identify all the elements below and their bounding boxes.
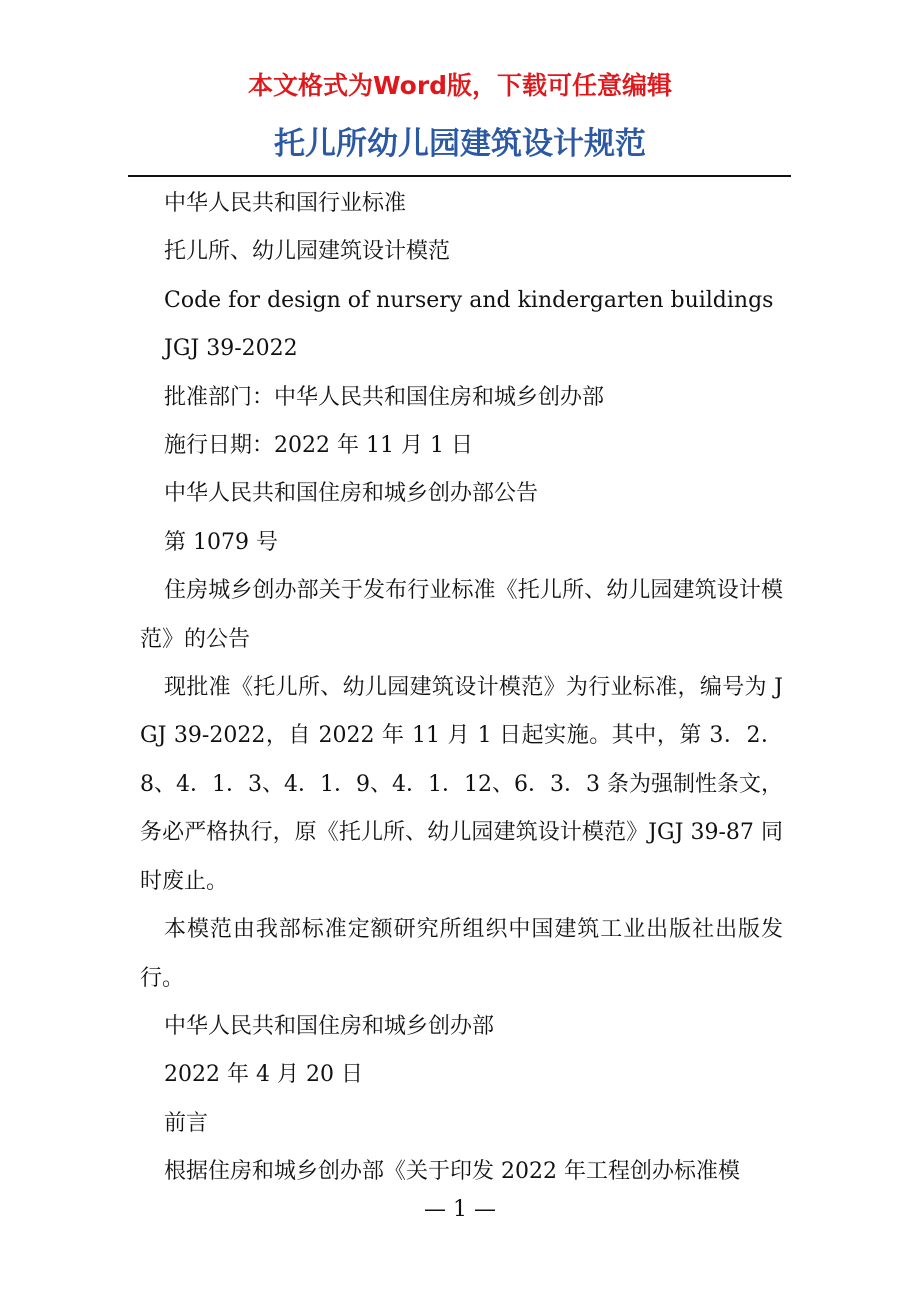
paragraph-standard-type: 中华人民共和国行业标准 (164, 191, 407, 216)
page-number: — 1 — (424, 1197, 496, 1222)
paragraph-foreword-body: 根据住房和城乡创办部《关于印发 2022 年工程创办标准模 (164, 1159, 740, 1185)
paragraph-approving-department: 批准部门：中华人民共和国住房和城乡创办部 (164, 384, 605, 410)
paragraph-announcement-title: 住房城乡创办部关于发布行业标准《托儿所、幼儿园建筑设计模范》的公告 (140, 578, 783, 652)
format-notice-banner: 本文格式为Word版，下载可任意编辑 (247, 71, 673, 100)
paragraph-issuer: 中华人民共和国住房和城乡创办部 (164, 1013, 495, 1039)
paragraph-english-name: Code for design of nursery and kindergarten buildings (164, 287, 774, 313)
paragraph-announcement-heading: 中华人民共和国住房和城乡创办部公告 (164, 481, 539, 507)
paragraph-publisher: 本模范由我部标准定额研究所组织中国建筑工业出版社出版发行。 (140, 917, 783, 991)
paragraph-approval-body: 现批准《托儿所、幼儿园建筑设计模范》为行业标准，编号为 JGJ 39-2022，自 2022 年 11 月 1 日起实施。其中，第 3．2．8、4．1．3、4．1．9、4．1．12、6．3．3 条为强制性条文，务必严格执行，原《托儿所、幼儿园建筑设计模范》JGJ 39-87 同时废止。 (140, 675, 783, 894)
paragraph-standard-name: 托儿所、幼儿园建筑设计模范 (164, 239, 451, 265)
document-title: 托儿所幼儿园建筑设计规范 (274, 126, 646, 162)
title-divider (128, 175, 791, 177)
paragraph-foreword-heading: 前言 (164, 1110, 209, 1136)
paragraph-issue-date: 2022 年 4 月 20 日 (164, 1062, 363, 1088)
paragraph-effective-date: 施行日期：2022 年 11 月 1 日 (164, 433, 473, 459)
document-body (140, 180, 783, 1197)
paragraph-announcement-number: 第 1079 号 (164, 529, 278, 555)
paragraph-standard-code: JGJ 39-2022 (164, 336, 298, 362)
